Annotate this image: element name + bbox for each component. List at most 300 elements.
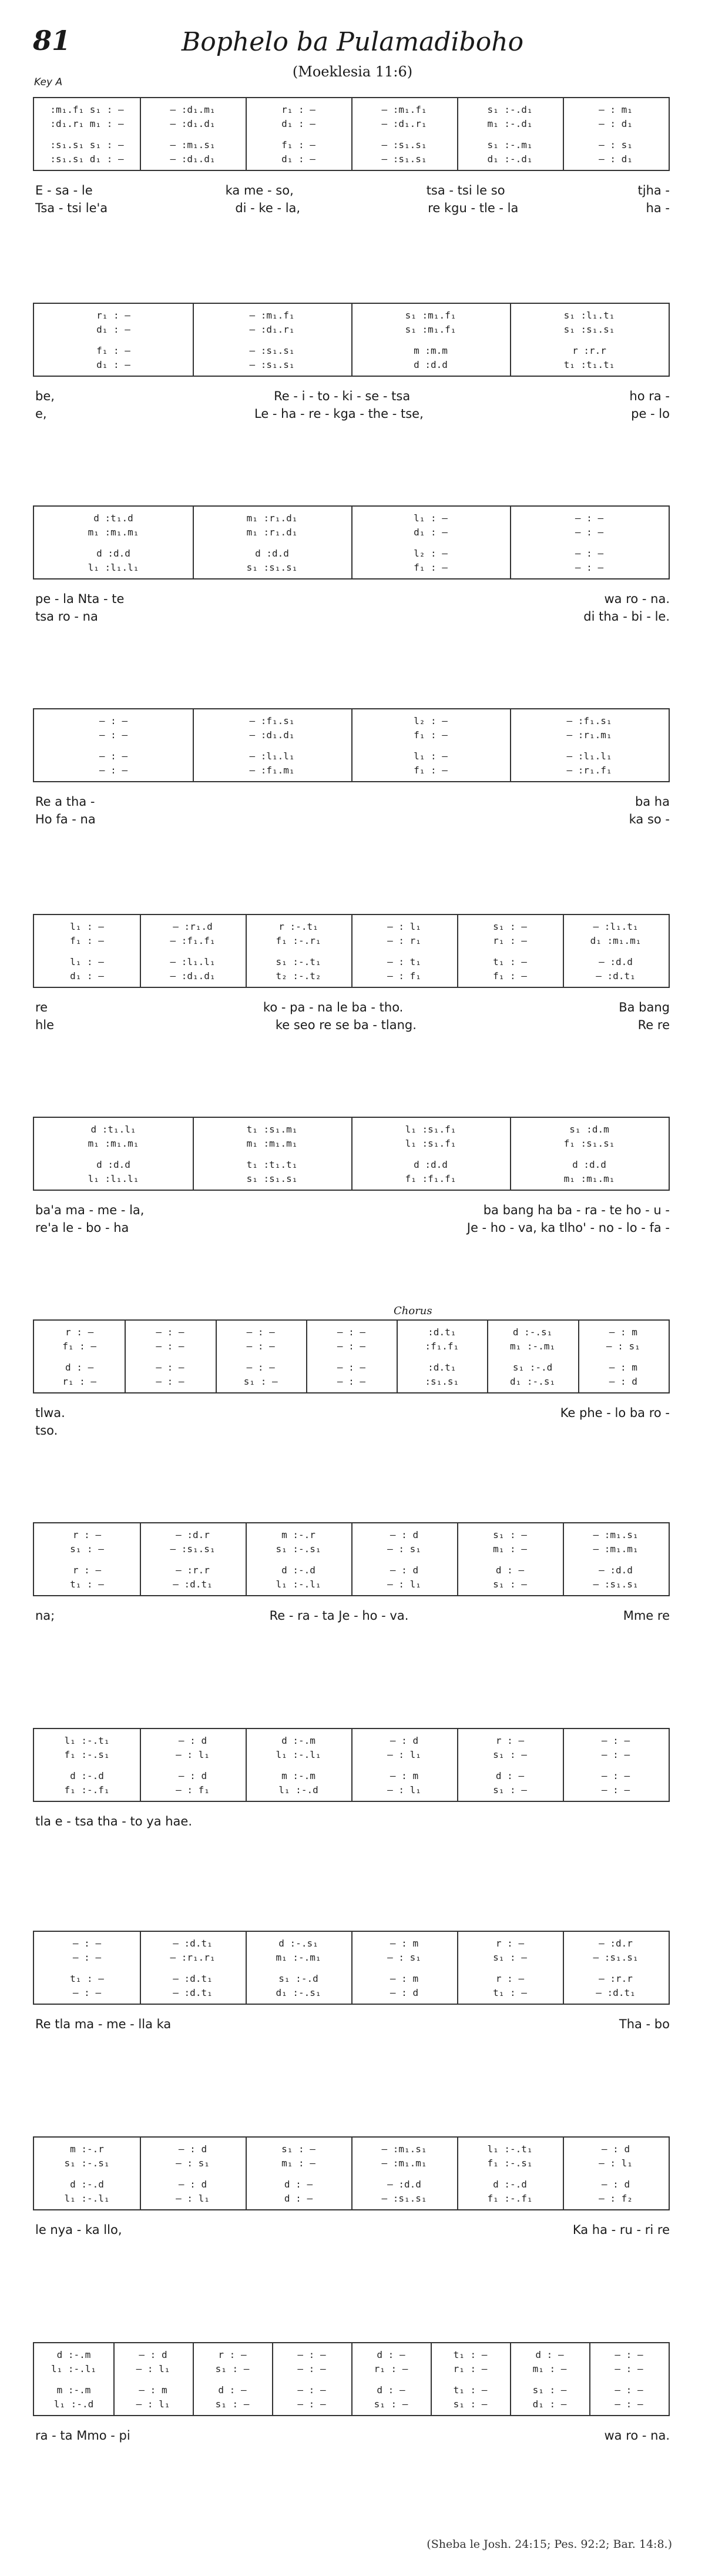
hymn-title: Bophelo ba Pulamadiboho: [181, 27, 524, 57]
measure-cell: t₁ :s₁.m₁: [246, 1123, 298, 1135]
lyric-phrase: ke seo re se ba - tlang.: [275, 1018, 417, 1032]
measure-cell: f₁ :-.s₁: [487, 2157, 533, 2169]
measure-cell: — : —: [156, 1326, 184, 1338]
lyric-phrase: Ke phe - lo ba ro -: [560, 1406, 670, 1420]
measure-cell: — :d₁.d₁: [249, 729, 295, 741]
solfa-staff: [33, 303, 670, 377]
measure-cell: d : —: [495, 1770, 525, 1781]
measure-cell: s₁ : —: [374, 2398, 408, 2410]
lyric-phrase: Re - ra - ta Je - ho - va.: [269, 1609, 409, 1623]
bar-line: [193, 709, 194, 781]
lyric-phrase: tso.: [35, 1423, 58, 1438]
measure-cell: s₁ : —: [215, 2398, 250, 2410]
measure-cell: — : —: [72, 1951, 102, 1963]
lyric-phrase: Ho fa - na: [35, 812, 96, 826]
bar-line: [457, 1523, 458, 1595]
lyric-phrase: Re tla ma - me - lla ka: [35, 2017, 172, 2031]
measure-cell: — :r₁.m₁: [566, 729, 612, 741]
lyric-phrase: ra - ta Mmo - pi: [35, 2428, 130, 2443]
measure-cell: — : m: [390, 1937, 419, 1949]
lyric-line: [33, 1830, 670, 1848]
measure-cell: s₁ :-.m₁: [487, 139, 533, 150]
lyric-phrase: be,: [35, 389, 55, 403]
music-system: [33, 2136, 670, 2259]
measure-cell: — : —: [337, 1326, 366, 1338]
measure-cell: — : l₁: [387, 1748, 421, 1760]
music-system: [33, 2342, 670, 2464]
measure-cell: r₁ : —: [62, 1375, 97, 1387]
bar-line: [140, 1729, 141, 1801]
measure-cell: — : s₁: [387, 1543, 421, 1555]
measure-cell: — : d: [601, 2143, 630, 2155]
measure-cell: — :l₁.t₁: [593, 920, 639, 932]
measure-cell: s₁ : —: [493, 1578, 527, 1590]
measure-cell: t₁ :t₁.t₁: [246, 1158, 298, 1170]
measure-cell: f₁ : —: [62, 1340, 97, 1352]
measure-cell: s₁ :-.t₁: [276, 956, 321, 967]
measure-cell: d :-.d: [70, 1770, 104, 1781]
measure-cell: — : —: [99, 729, 128, 741]
lyric-line: [33, 405, 670, 423]
measure-cell: f₁ : —: [414, 764, 448, 776]
measure-cell: — :m₁.s₁: [170, 139, 216, 150]
measure-cell: — :d₁.r₁: [381, 118, 427, 129]
lyrics-block: [33, 1404, 670, 1442]
bar-line: [510, 304, 511, 376]
bar-line: [563, 98, 564, 170]
bar-line: [351, 1523, 352, 1595]
lyric-phrase: ba ha: [634, 795, 670, 809]
bar-line: [510, 2343, 511, 2415]
lyric-phrase: ko - pa - na le ba - tho.: [263, 1000, 404, 1014]
measure-cell: d :d.d: [414, 1158, 448, 1170]
measure-cell: — : d: [390, 1987, 419, 1998]
lyric-phrase: re kgu - tle - la: [428, 201, 519, 215]
measure-cell: — : d: [390, 1529, 419, 1540]
measure-cell: — :d.t₁: [173, 1578, 213, 1590]
solfa-staff: [33, 1931, 670, 2005]
measure-cell: — : —: [575, 526, 604, 538]
measure-cell: f₁ : —: [70, 934, 104, 946]
measure-cell: s₁ :-.s₁: [276, 1543, 321, 1555]
bar-line: [246, 1729, 247, 1801]
measure-cell: — : —: [615, 2363, 643, 2374]
bar-line: [140, 1523, 141, 1595]
bar-line: [351, 2343, 352, 2415]
bar-line: [351, 709, 352, 781]
lyric-phrase: e,: [35, 407, 47, 421]
measure-cell: :f₁.f₁: [425, 1340, 459, 1352]
lyric-phrase: pe - la Nta - te: [35, 592, 125, 606]
lyric-phrase: ba bang ha ba - ra - te ho - u -: [483, 1203, 670, 1217]
bar-line: [246, 1932, 247, 2004]
measure-cell: t₁ :t₁.t₁: [563, 359, 615, 370]
solfa-staff: [33, 2136, 670, 2210]
measure-cell: d₁ :-.d₁: [487, 153, 533, 165]
lyrics-block: [33, 2221, 670, 2259]
measure-cell: :m₁.f₁ s₁ : —: [50, 103, 124, 115]
lyric-phrase: ha -: [646, 201, 670, 215]
measure-cell: m :m.m: [414, 344, 448, 356]
lyric-phrase: Mme re: [623, 1609, 670, 1623]
measure-cell: d :-.m: [281, 1734, 315, 1746]
music-system: [33, 303, 670, 425]
measure-cell: t₂ :-.t₂: [276, 970, 321, 982]
lyric-phrase: Tha - bo: [619, 2017, 670, 2031]
lyric-phrase: Tsa - tsi le'a: [35, 201, 108, 215]
bar-line: [563, 1932, 564, 2004]
measure-cell: l₁ :l₁.l₁: [88, 561, 139, 573]
measure-cell: r : —: [72, 1529, 102, 1540]
measure-cell: — :f₁.f₁: [170, 934, 216, 946]
lyric-phrase: Ba bang: [619, 1000, 670, 1014]
measure-cell: — :s₁.s₁: [249, 359, 295, 370]
measure-cell: s₁ :-.d: [512, 1361, 553, 1373]
music-system: [33, 1931, 670, 2053]
measure-cell: m₁ :m₁.m₁: [88, 1137, 139, 1149]
measure-cell: s₁ : —: [532, 2384, 567, 2396]
measure-cell: — : d₁: [599, 118, 633, 129]
measure-cell: — : l₁: [387, 1578, 421, 1590]
measure-cell: t₁ : —: [70, 1578, 104, 1590]
measure-cell: s₁ :s₁.s₁: [246, 1173, 298, 1184]
measure-cell: d :-.m: [56, 2349, 91, 2360]
measure-cell: l₂ : —: [414, 547, 448, 559]
measure-cell: f₁ : —: [493, 970, 527, 982]
chorus-label: Chorus: [394, 1305, 432, 1317]
measure-cell: d :-.d: [70, 2178, 104, 2190]
bar-line: [457, 1729, 458, 1801]
measure-cell: — : s₁: [176, 2157, 210, 2169]
lyric-phrase: Je - ho - va, ka tlho' - no - lo - fa -: [466, 1221, 670, 1235]
measure-cell: — :d.t₁: [596, 1987, 636, 1998]
measure-cell: — : d: [601, 2178, 630, 2190]
measure-cell: — : f₁: [176, 1784, 210, 1796]
measure-cell: d :-.s₁: [512, 1326, 553, 1338]
measure-cell: — :d₁.d₁: [170, 118, 216, 129]
measure-cell: l₁ :-.t₁: [64, 1734, 110, 1746]
lyric-phrase: le nya - ka llo,: [35, 2223, 122, 2237]
bar-line: [563, 915, 564, 987]
lyric-line: [33, 2427, 670, 2444]
music-system: [33, 914, 670, 1036]
measure-cell: d :-.s₁: [278, 1937, 318, 1949]
bar-line: [351, 98, 352, 170]
lyric-phrase: tlwa.: [35, 1406, 65, 1420]
measure-cell: l₁ : —: [70, 956, 104, 967]
lyrics-block: [33, 999, 670, 1036]
measure-cell: — :r₁.f₁: [566, 764, 612, 776]
measure-cell: f₁ :-.s₁: [64, 1748, 110, 1760]
bar-line: [351, 1932, 352, 2004]
solfa-staff: [33, 97, 670, 171]
measure-cell: — :m₁.f₁: [249, 309, 295, 321]
scripture-reference: (Moeklesia 11:6): [292, 63, 413, 80]
bar-line: [431, 2343, 432, 2415]
measure-cell: m₁ :-.m₁: [510, 1340, 556, 1352]
measure-cell: d₁ : —: [70, 970, 104, 982]
lyric-phrase: Re re: [637, 1018, 670, 1032]
measure-cell: — : —: [575, 512, 604, 524]
lyric-line: [33, 1201, 670, 1219]
measure-cell: — : t₁: [387, 956, 421, 967]
lyric-line: [33, 608, 670, 625]
voice-row: [34, 1375, 669, 1388]
measure-cell: — : d: [178, 1734, 207, 1746]
bar-line: [351, 507, 352, 578]
lyric-phrase: E - sa - le: [35, 183, 93, 197]
measure-cell: — : —: [575, 561, 604, 573]
measure-cell: :d₁.r₁ m₁ : —: [50, 118, 124, 129]
measure-cell: — :r₁.r₁: [170, 1951, 216, 1963]
measure-cell: — :s₁.s₁: [381, 139, 427, 150]
lyrics-block: [33, 1607, 670, 1644]
measure-cell: r : —: [72, 1564, 102, 1576]
bar-line: [510, 709, 511, 781]
measure-cell: — : m: [609, 1361, 637, 1373]
music-system: [33, 1728, 670, 1850]
lyric-line: [33, 182, 670, 199]
measure-cell: — : m₁: [599, 103, 633, 115]
measure-cell: d₁ : —: [281, 153, 315, 165]
lyric-line: [33, 2033, 670, 2051]
measure-cell: s₁ : —: [281, 2143, 315, 2155]
measure-cell: — :d.t₁: [596, 970, 636, 982]
lyric-line: [33, 199, 670, 217]
measure-cell: — : —: [297, 2384, 326, 2396]
measure-cell: — :d.t₁: [173, 1972, 213, 1984]
lyric-line: [33, 590, 670, 608]
measure-cell: d :d.d: [572, 1158, 606, 1170]
lyric-line: [33, 1219, 670, 1237]
measure-cell: l₁ :-.l₁: [51, 2363, 97, 2374]
measure-cell: l₁ :-.d: [53, 2398, 94, 2410]
measure-cell: l₁ :l₁.l₁: [88, 1173, 139, 1184]
measure-cell: — : —: [601, 1748, 630, 1760]
measure-cell: — : r₁: [387, 934, 421, 946]
measure-cell: — :m₁.m₁: [593, 1543, 639, 1555]
measure-cell: s₁ :m₁.f₁: [405, 309, 456, 321]
lyric-phrase: wa ro - na.: [604, 2428, 670, 2443]
measure-cell: — : —: [246, 1340, 275, 1352]
bar-line: [578, 1321, 579, 1392]
measure-cell: d₁ : —: [281, 118, 315, 129]
measure-cell: m :-.m: [56, 2384, 91, 2396]
bar-line: [246, 915, 247, 987]
solfa-staff: [33, 1319, 670, 1393]
measure-cell: — :m₁.m₁: [381, 2157, 427, 2169]
measure-cell: — :s₁.s₁: [381, 2192, 427, 2204]
lyrics-block: [33, 182, 670, 219]
bar-line: [457, 98, 458, 170]
measure-cell: l₁ :-.d: [278, 1784, 318, 1796]
measure-cell: — : l₁: [599, 2157, 633, 2169]
lyric-phrase: di - ke - la,: [235, 201, 301, 215]
bar-line: [457, 2138, 458, 2209]
measure-cell: m :-.r: [281, 1529, 315, 1540]
measure-cell: t₁ : —: [70, 1972, 104, 1984]
measure-cell: s₁ : —: [70, 1543, 104, 1555]
measure-cell: l₁ :-.l₁: [276, 1578, 321, 1590]
measure-cell: l₁ : —: [70, 920, 104, 932]
measure-cell: d : —: [377, 2384, 405, 2396]
measure-cell: r : —: [218, 2349, 247, 2360]
measure-cell: — :r₁.d: [173, 920, 213, 932]
measure-cell: — :d₁.r₁: [249, 323, 295, 335]
bar-line: [140, 915, 141, 987]
bar-line: [140, 1932, 141, 2004]
measure-cell: — :d.d: [599, 956, 633, 967]
measure-cell: — : —: [297, 2349, 326, 2360]
measure-cell: — : d: [390, 1734, 419, 1746]
measure-cell: l₁ :-.l₁: [276, 1748, 321, 1760]
measure-cell: t₁ : —: [453, 2349, 488, 2360]
measure-cell: t₁ : —: [493, 956, 527, 967]
bar-line: [510, 507, 511, 578]
music-system: [33, 708, 670, 830]
measure-cell: — : l₁: [136, 2363, 170, 2374]
lyrics-block: [33, 2427, 670, 2464]
measure-cell: — : —: [246, 1326, 275, 1338]
measure-cell: — :l₁.l₁: [566, 750, 612, 762]
bar-line: [563, 1523, 564, 1595]
measure-cell: m₁ : —: [493, 1543, 527, 1555]
bar-line: [487, 1321, 488, 1392]
lyrics-block: [33, 387, 670, 425]
bar-line: [510, 1118, 511, 1190]
measure-cell: s₁ :m₁.f₁: [405, 323, 456, 335]
measure-cell: — : m: [609, 1326, 637, 1338]
measure-cell: r : —: [495, 1937, 525, 1949]
lyric-line: [33, 2444, 670, 2462]
lyric-phrase: hle: [35, 1018, 55, 1032]
measure-cell: s₁ : —: [243, 1375, 278, 1387]
measure-cell: m₁ : —: [281, 2157, 315, 2169]
measure-cell: d : —: [218, 2384, 247, 2396]
measure-cell: d₁ : —: [96, 323, 130, 335]
lyric-line: [33, 2221, 670, 2239]
measure-cell: d : —: [284, 2192, 313, 2204]
measure-cell: m :-.r: [70, 2143, 104, 2155]
solfa-staff: [33, 708, 670, 782]
measure-cell: — : —: [615, 2398, 643, 2410]
bar-line: [140, 98, 141, 170]
measure-cell: — : f₂: [599, 2192, 633, 2204]
measure-cell: d₁ :-.s₁: [510, 1375, 556, 1387]
measure-cell: f₁ :f₁.f₁: [405, 1173, 456, 1184]
lyrics-block: [33, 590, 670, 628]
measure-cell: m₁ :-.d₁: [487, 118, 533, 129]
measure-cell: m₁ :m₁.m₁: [246, 1137, 298, 1149]
bar-line: [306, 1321, 307, 1392]
lyric-line: [33, 1404, 670, 1422]
measure-cell: — : —: [72, 1937, 102, 1949]
lyric-phrase: ho ra -: [629, 389, 670, 403]
lyric-phrase: tjha -: [637, 183, 670, 197]
bar-line: [351, 1118, 352, 1190]
measure-cell: — : d: [390, 1564, 419, 1576]
measure-cell: s₁ : —: [215, 2363, 250, 2374]
measure-cell: s₁ :-.d₁: [487, 103, 533, 115]
lyric-line: [33, 810, 670, 828]
lyric-phrase: re'a le - bo - ha: [35, 1221, 129, 1235]
lyric-phrase: ka so -: [629, 812, 670, 826]
measure-cell: — :s₁.s₁: [170, 1543, 216, 1555]
measure-cell: — :m₁.s₁: [593, 1529, 639, 1540]
measure-cell: m :-.m: [281, 1770, 315, 1781]
measure-cell: — : l₁: [176, 1748, 210, 1760]
measure-cell: :s₁.s₁ s₁ : —: [50, 139, 124, 150]
bar-line: [113, 2343, 115, 2415]
measure-cell: — : m: [390, 1972, 419, 1984]
measure-cell: — : —: [337, 1361, 366, 1373]
measure-cell: l₁ :s₁.f₁: [405, 1123, 456, 1135]
key-signature: Key A: [34, 76, 63, 88]
measure-cell: l₁ :s₁.f₁: [405, 1137, 456, 1149]
measure-cell: — :r.r: [176, 1564, 210, 1576]
measure-cell: — :s₁.s₁: [249, 344, 295, 356]
measure-cell: — : —: [337, 1375, 366, 1387]
lyric-line: [33, 387, 670, 405]
lyric-line: [33, 1624, 670, 1642]
measure-cell: s₁ : —: [493, 1951, 527, 1963]
lyric-line: [33, 1016, 670, 1034]
measure-cell: m₁ : —: [532, 2363, 567, 2374]
voice-row: [34, 1339, 669, 1352]
measure-cell: r₁ : —: [374, 2363, 408, 2374]
measure-cell: — :d.r: [599, 1937, 633, 1949]
measure-cell: s₁ :s₁.s₁: [563, 323, 615, 335]
measure-cell: — : —: [297, 2398, 326, 2410]
bar-line: [193, 507, 194, 578]
measure-cell: — :f₁.m₁: [249, 764, 295, 776]
lyric-phrase: ba'a ma - me - la,: [35, 1203, 145, 1217]
measure-cell: d₁ :-.s₁: [276, 1987, 321, 1998]
measure-cell: d :-.d: [493, 2178, 527, 2190]
footer-references: (Sheba le Josh. 24:15; Pes. 92:2; Bar. 14:8.): [427, 2538, 672, 2551]
measure-cell: f₁ :-.r₁: [276, 934, 321, 946]
lyric-line: [33, 1422, 670, 1439]
measure-cell: d :d.d: [96, 1158, 130, 1170]
measure-cell: l₂ : —: [414, 715, 448, 726]
measure-cell: — :d₁.d₁: [170, 970, 216, 982]
measure-cell: — : —: [72, 1987, 102, 1998]
bar-line: [246, 2138, 247, 2209]
lyric-phrase: wa ro - na.: [604, 592, 670, 606]
measure-cell: s₁ :-.s₁: [64, 2157, 110, 2169]
measure-cell: — : l₁: [387, 920, 421, 932]
bar-line: [193, 304, 194, 376]
voice-row: [34, 1361, 669, 1374]
measure-cell: — : d₁: [599, 153, 633, 165]
lyric-phrase: tsa - tsi le so: [426, 183, 505, 197]
measure-cell: — :r.r: [599, 1972, 633, 1984]
measure-cell: r : —: [495, 1972, 525, 1984]
bar-line: [351, 2138, 352, 2209]
measure-cell: d : —: [284, 2178, 313, 2190]
measure-cell: d₁ : —: [532, 2398, 567, 2410]
bar-line: [351, 304, 352, 376]
measure-cell: — : m: [139, 2384, 167, 2396]
measure-cell: s₁ : —: [493, 1784, 527, 1796]
measure-cell: r : —: [65, 1326, 94, 1338]
measure-cell: l₁ : —: [414, 512, 448, 524]
measure-cell: — :s₁.s₁: [593, 1951, 639, 1963]
measure-cell: d : —: [495, 1564, 525, 1576]
measure-cell: — :m₁.s₁: [381, 2143, 427, 2155]
measure-cell: — : d: [178, 2178, 207, 2190]
solfa-staff: [33, 1522, 670, 1596]
